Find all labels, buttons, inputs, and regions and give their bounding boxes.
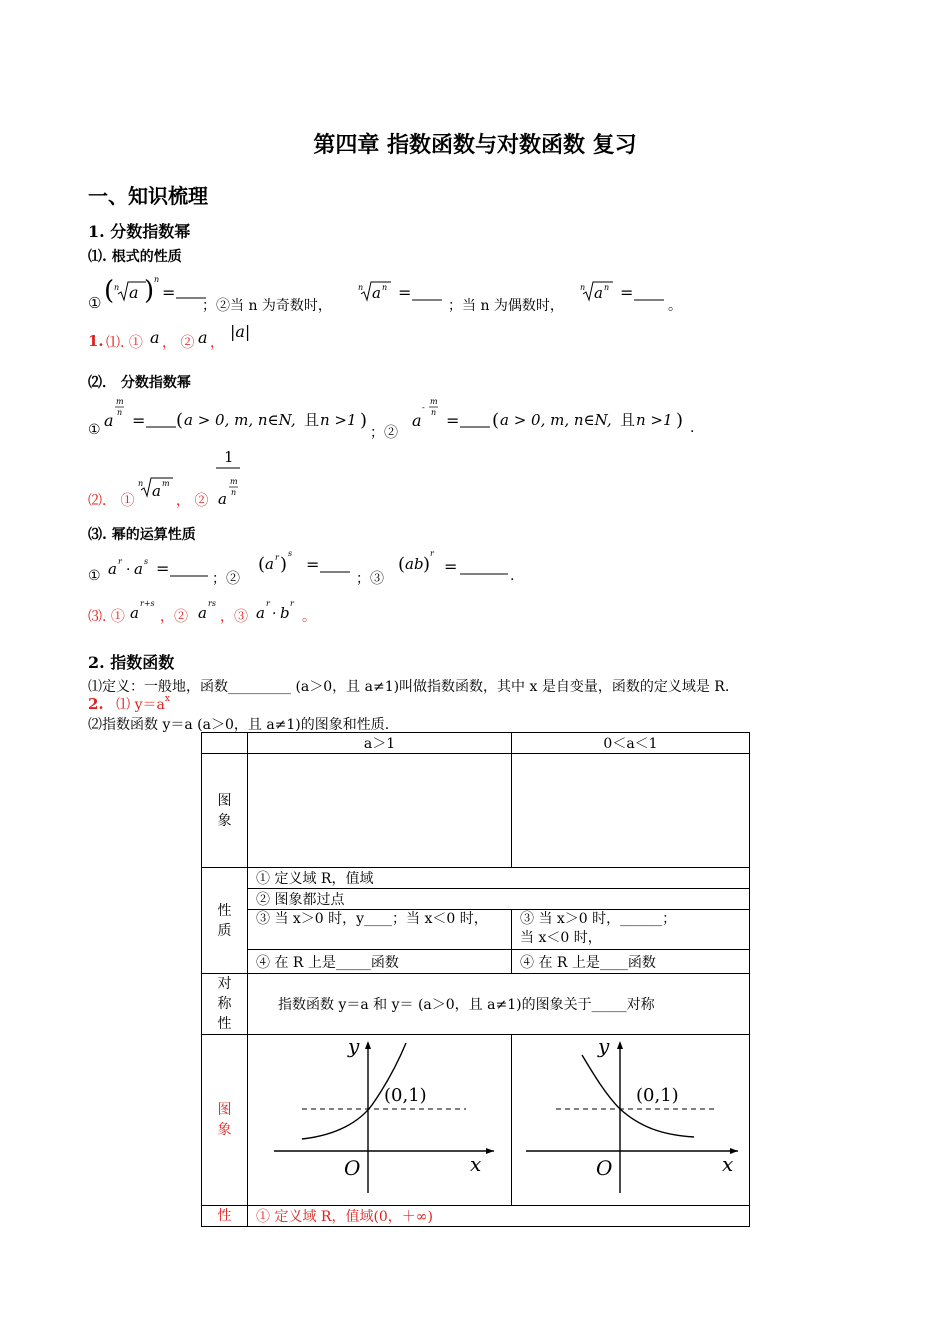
- growth-origin-label: O: [344, 1156, 361, 1180]
- graph-cell-empty-2: [512, 754, 750, 868]
- growth-y-label: y: [348, 1035, 360, 1058]
- svg-text:): ): [423, 554, 431, 575]
- decay-point-label: (0,1): [636, 1085, 679, 1106]
- property-sign-a-less-1-line2: 当 x＜0 时，: [520, 930, 602, 946]
- radical-text-odd: ；②当 n 为奇数时，: [202, 298, 332, 314]
- svg-text:a: a: [134, 560, 143, 578]
- ops-formula-3: [398, 548, 518, 580]
- radical-formula-3: [580, 278, 670, 312]
- svg-text:=: =: [444, 557, 458, 576]
- decay-y-label: y: [598, 1035, 610, 1058]
- period-end: .: [690, 420, 695, 436]
- svg-text:a: a: [152, 482, 161, 500]
- svg-text:n: n: [580, 283, 586, 292]
- svg-text:n: n: [138, 479, 144, 488]
- svg-text:a > 0, m, n∈N,: a > 0, m, n∈N,: [500, 411, 612, 429]
- row-label-symmetry: [202, 974, 248, 1035]
- subheading-power-operations: ⑶. 幂的运算性质: [88, 527, 196, 543]
- svg-text:n: n: [231, 488, 237, 497]
- svg-text:): ): [676, 410, 684, 431]
- svg-text:(: (: [492, 410, 500, 431]
- property-sign-a-less-1-line1: ③ 当 x＞0 时，______；: [520, 911, 677, 927]
- graph-intro-text: ⑵指数函数 y＝a (a＞0，且 a≠1)的图象和性质.: [88, 717, 390, 733]
- exponential-decay-graph: [512, 1035, 750, 1201]
- answer-reciprocal: [216, 446, 256, 510]
- svg-text:n: n: [114, 283, 120, 292]
- svg-text:n >1: n >1: [320, 411, 357, 429]
- answer-4-number: 2.: [88, 695, 104, 713]
- svg-text:=: =: [132, 411, 146, 430]
- svg-text:a: a: [108, 560, 117, 578]
- svg-text:=: =: [162, 283, 176, 302]
- graph-cell-growth: [248, 1035, 512, 1206]
- fraction-exponent-formula-1: [104, 396, 374, 436]
- radical-formula-2: [358, 278, 448, 312]
- answer-3-part-a: ⑶. ①: [88, 609, 125, 625]
- separator-2: ；②: [370, 425, 398, 441]
- svg-text:m: m: [430, 397, 438, 406]
- subsection-heading-exponential: 2. 指数函数: [88, 653, 175, 672]
- svg-text:且: 且: [620, 411, 636, 429]
- page-title: 第四章 指数函数与对数函数 复习: [313, 132, 637, 158]
- answer-radical-am: [138, 476, 178, 506]
- svg-text:a: a: [104, 411, 114, 430]
- subheading-fractional-exponent: ⑵． 分数指数幂: [88, 375, 191, 391]
- svg-text:=: =: [620, 283, 634, 302]
- svg-text:): ): [360, 410, 368, 431]
- svg-text:): ): [144, 276, 155, 306]
- svg-text:且: 且: [304, 411, 320, 429]
- svg-text:a > 0, m, n∈N,: a > 0, m, n∈N,: [184, 411, 296, 429]
- svg-text:a: a: [265, 555, 274, 573]
- exponential-growth-graph: [248, 1035, 512, 1201]
- svg-text:a: a: [130, 604, 139, 622]
- answer-radical: [88, 322, 388, 351]
- graph-cell-empty-1: [248, 754, 512, 868]
- last-property-domain: ① 定义域 R，值域(0，＋∞): [248, 1206, 750, 1227]
- ops-circle-2: ；②: [212, 571, 240, 587]
- svg-text:(: (: [258, 554, 266, 575]
- svg-text:r+s: r+s: [140, 599, 155, 608]
- svg-text:1: 1: [224, 448, 234, 466]
- svg-text:n: n: [431, 408, 437, 417]
- power-operations-line: [88, 548, 528, 587]
- svg-text:m: m: [230, 477, 238, 486]
- ops-formula-1: [108, 550, 228, 582]
- graph-intro-line: [88, 714, 389, 734]
- answer-fractional: [88, 446, 388, 510]
- svg-text:n: n: [604, 283, 610, 292]
- property-domain: ① 定义域 R，值域: [248, 868, 750, 889]
- answer-4-text: ⑴ y＝a: [116, 697, 165, 713]
- fraction-exponent-formula-2: [412, 396, 695, 436]
- svg-text:r: r: [430, 549, 434, 558]
- row-label-properties: [202, 868, 248, 974]
- row-label-properties-text: 性质: [217, 902, 232, 939]
- svg-text:-: -: [422, 403, 425, 412]
- svg-text:n >1: n >1: [636, 411, 673, 429]
- definition-line: ⑴定义：一般地，函数_________ (a＞0，且 a≠1)叫做指数函数，其中 x 是自变量，函数的定义域是 R.: [88, 679, 730, 695]
- row-label-last: 性: [202, 1206, 248, 1227]
- svg-text:m: m: [116, 397, 124, 406]
- svg-text:): ): [280, 554, 288, 575]
- svg-text:m: m: [162, 479, 170, 488]
- svg-text:s: s: [144, 557, 149, 566]
- subsection-heading-fractional-power: 1. 分数指数幂: [88, 222, 191, 241]
- circle-number-1: ①: [88, 294, 102, 312]
- svg-text:a: a: [218, 490, 227, 508]
- svg-text:=: =: [446, 411, 460, 430]
- ops-circle-1: ①: [88, 568, 101, 584]
- answer-2-part-b: ， ②: [176, 493, 209, 509]
- svg-text:n: n: [358, 283, 364, 292]
- property-monotonic-a-less-1: ④ 在 R 上是____函数: [512, 950, 750, 974]
- svg-text:n: n: [154, 275, 160, 284]
- svg-text:=: =: [306, 555, 320, 574]
- svg-text:n: n: [117, 408, 123, 417]
- ops-circle-3: ；③: [356, 571, 384, 587]
- fractional-exponent-line: [88, 396, 708, 440]
- svg-text:b: b: [280, 604, 290, 622]
- svg-text:ab: ab: [405, 555, 424, 573]
- svg-text:·: ·: [272, 606, 277, 622]
- answer-part-b: ， ②: [162, 335, 195, 351]
- svg-text:(: (: [104, 276, 115, 306]
- table-header-a-greater-1: a＞1: [248, 733, 512, 754]
- ops-formula-2: [258, 548, 368, 580]
- answer-3-end: 。: [302, 609, 316, 625]
- row-label-graph-answer-text: 图象: [217, 1102, 232, 1138]
- property-fixed-point: ② 图象都过点: [248, 889, 750, 910]
- decay-x-label: x: [722, 1152, 734, 1176]
- svg-text:s: s: [288, 549, 293, 558]
- svg-text:r: r: [266, 599, 270, 608]
- answer-a-2: a: [198, 328, 208, 347]
- svg-text:=: =: [156, 559, 170, 578]
- answer-4-sup: x: [164, 694, 170, 704]
- svg-text:a: a: [372, 284, 381, 302]
- row-label-graph: [202, 754, 248, 868]
- property-sign-a-less-1: [512, 910, 750, 950]
- radical-end: 。: [668, 298, 682, 314]
- svg-text:(: (: [176, 410, 184, 431]
- row-label-symmetry-text: 对称性: [217, 976, 232, 1032]
- answer-part-c: ，: [210, 335, 224, 351]
- property-sign-a-greater-1: ③ 当 x＞0 时，y____；当 x＜0 时，: [248, 910, 512, 950]
- properties-table: [201, 732, 750, 1227]
- growth-point-label: (0,1): [384, 1085, 427, 1106]
- svg-text:a: a: [256, 604, 265, 622]
- circle-number-1b: ①: [88, 422, 101, 438]
- row-label-graph-answer: [202, 1035, 248, 1206]
- answer-part-a: ⑴. ①: [106, 335, 143, 351]
- svg-text:=: =: [398, 283, 412, 302]
- answer-definition: [88, 694, 170, 714]
- section-heading: 一、知识梳理: [88, 184, 208, 208]
- radical-formula-1: [104, 272, 214, 312]
- answer-3-formula-3: [256, 596, 306, 624]
- ops-end: .: [510, 568, 515, 584]
- answer-power-operations: [88, 596, 388, 624]
- symmetry-text: 指数函数 y＝a 和 y＝ (a＞0，且 a≠1)的图象关于_____对称: [248, 974, 750, 1035]
- growth-x-label: x: [470, 1152, 482, 1176]
- subheading-radical-properties: ⑴. 根式的性质: [88, 249, 182, 265]
- row-label-graph-text: 图象: [217, 792, 232, 829]
- svg-text:r: r: [275, 553, 279, 562]
- decay-origin-label: O: [596, 1156, 613, 1180]
- svg-text:n: n: [382, 283, 388, 292]
- svg-text:·: ·: [126, 562, 131, 578]
- graph-cell-decay: [512, 1035, 750, 1206]
- answer-3-part-c: ，③: [220, 609, 248, 625]
- table-header-empty: [202, 733, 248, 754]
- radical-formula-line: [88, 272, 788, 312]
- svg-text:a: a: [412, 411, 422, 430]
- svg-text:rs: rs: [208, 599, 216, 608]
- svg-text:a: a: [129, 283, 139, 302]
- svg-text:(: (: [398, 554, 406, 575]
- svg-text:a: a: [198, 604, 207, 622]
- answer-3-part-b: ，②: [160, 609, 188, 625]
- answer-2-part-a: ⑵． ①: [88, 493, 135, 509]
- table-header-a-between: 0＜a＜1: [512, 733, 750, 754]
- answer-a-1: a: [150, 328, 160, 347]
- svg-text:a: a: [594, 284, 603, 302]
- answer-number: 1.: [88, 332, 104, 350]
- svg-text:r: r: [118, 557, 122, 566]
- answer-abs-a: |a|: [230, 322, 251, 341]
- svg-text:r: r: [290, 599, 294, 608]
- radical-text-even: ；当 n 为偶数时，: [448, 298, 564, 314]
- property-monotonic-a-greater-1: ④ 在 R 上是_____函数: [248, 950, 512, 974]
